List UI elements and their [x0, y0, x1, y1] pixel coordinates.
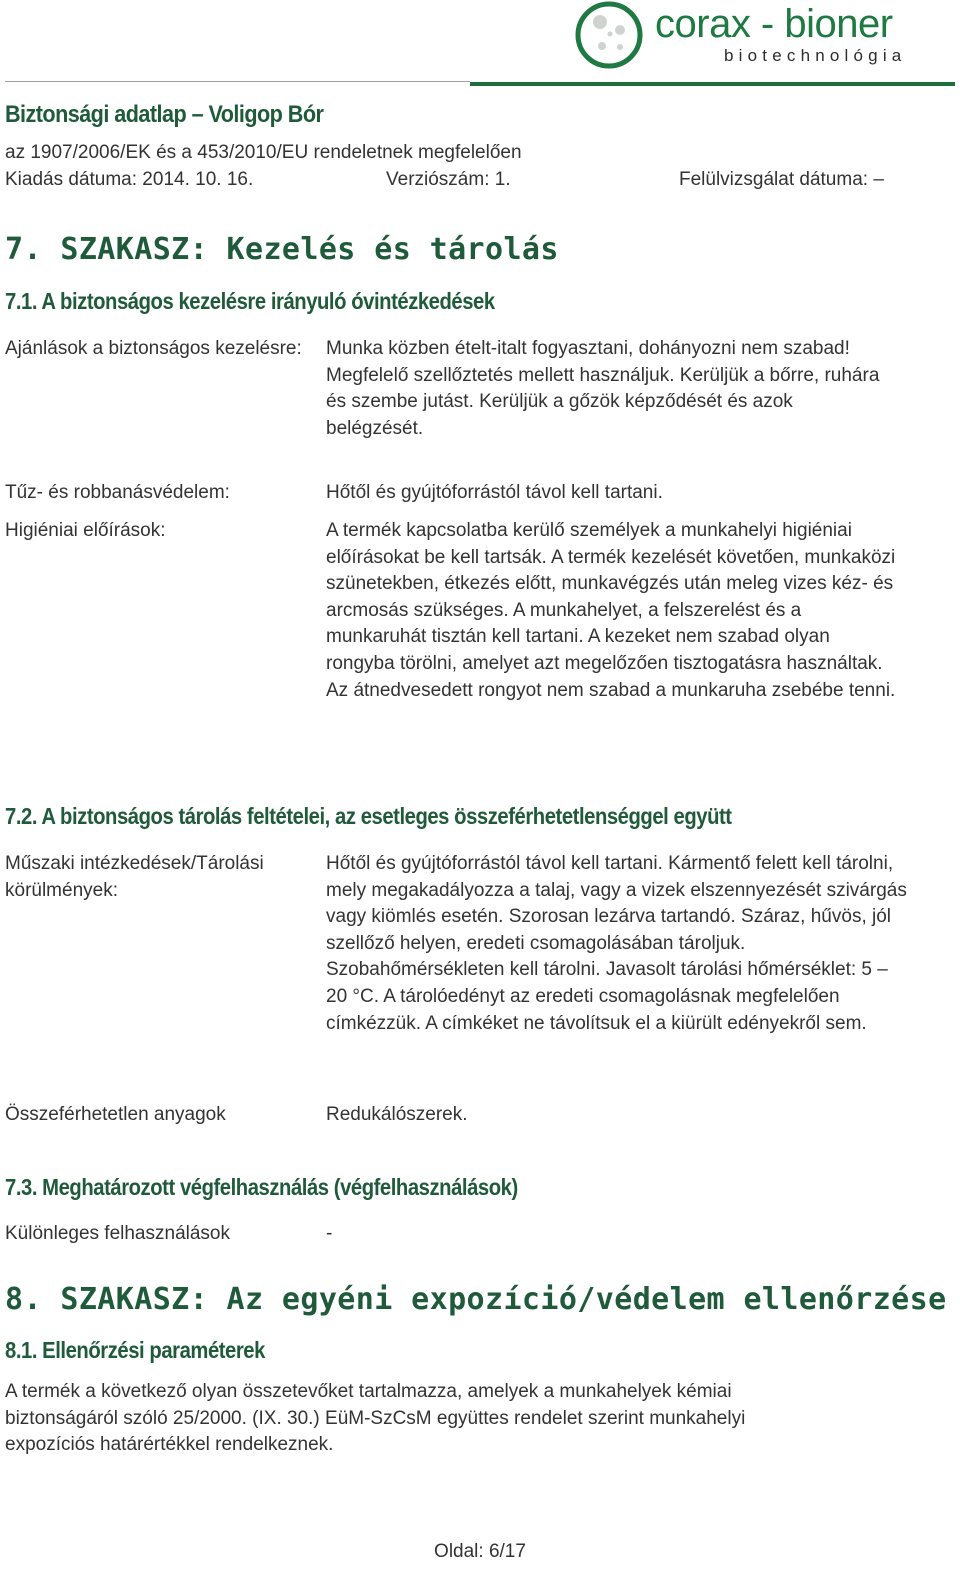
subsection-8-1-heading: 8.1. Ellenőrzési paraméterek	[5, 1337, 265, 1363]
page-number: Oldal: 6/17	[434, 1541, 526, 1562]
regulation-line: az 1907/2006/EK és a 453/2010/EU rendeletnek megfelelően	[5, 142, 522, 163]
subsection-7-3-heading: 7.3. Meghatározott végfelhasználás (végfelhasználások)	[5, 1174, 518, 1200]
control-parameters-text: A termék a következő olyan összetevőket tartalmazza, amelyek a munkahelyek kémiai biztonságáról szóló 25/2000. (IX. 30.) EüM-SzCsM együttes rendelet szerint munkahelyi expozíciós határértékkel rendelkeznek.	[5, 1381, 746, 1456]
handling-recommendations-label: Ajánlások a biztonságos kezelésre:	[5, 338, 302, 359]
document-title: Biztonsági adatlap – Voligop Bór	[5, 101, 324, 128]
handling-recommendations-text: Munka közben ételt-italt fogyasztani, dohányozni nem szabad! Megfelelő szellőztetés mellett használjuk. Kerüljük a bőrre, ruhára és szembe jutást. Kerüljük a gőzök képződését és azok belégzését.	[326, 338, 880, 439]
issue-date: Kiadás dátuma: 2014. 10. 16.	[5, 169, 254, 190]
logo-tagline: biotechnológia	[724, 46, 907, 65]
handling-recommendations-value	[326, 336, 886, 442]
logo-wordmark: corax - bioner	[655, 2, 893, 46]
header-divider-thin	[5, 81, 470, 82]
specific-uses-value: -	[326, 1223, 333, 1244]
incompatible-materials-label: Összeférhetetlen anyagok	[5, 1104, 226, 1125]
section-7-heading: 7. SZAKASZ: Kezelés és tárolás	[5, 232, 559, 267]
subsection-7-1-heading: 7.1. A biztonságos kezelésre irányuló óvintézkedések	[5, 288, 495, 314]
corax-bioner-logo-icon	[574, 0, 644, 70]
fire-protection-label: Tűz- és robbanásvédelem:	[5, 482, 230, 503]
storage-conditions-value: Hőtől és gyújtóforrástól távol kell tartani. Kármentő felett kell tárolni, mely megakadályozza a talaj, vagy a vizek elszennyezését szivárgás vagy kiömlés esetén. Szorosan lezárva tartandó. Száraz, hűvös, jól szellőző helyen, eredeti csomagolásában tároljuk. Szobahőmérsékleten kell tárolni. Javasolt tárolási hőmérséklet: 5 – 20 °C. A tárolóedényt az eredeti csomagolásnak megfelelően címkézzük. A címkéket ne távolítsuk el a kiürült edényekről sem.	[326, 853, 907, 1034]
version-number: Verziószám: 1.	[386, 169, 511, 190]
header-divider-thick	[470, 82, 955, 86]
incompatible-materials-value: Redukálószerek.	[326, 1104, 468, 1125]
revision-date: Felülvizsgálat dátuma: –	[679, 169, 884, 190]
subsection-7-2-heading: 7.2. A biztonságos tárolás feltételei, az esetleges összeférhetetlenséggel együtt	[5, 803, 732, 829]
hygiene-value: A termék kapcsolatba kerülő személyek a munkahelyi higiéniai előírásokat be kell tartsák. A termék kezelését követően, munkaközi szünetekben, étkezés előtt, munkavégzés után meleg vizes kéz- és arcmosás szükséges. A munkahelyet, a felszerelést és a munkaruhát tisztán kell tartani. A kezeket nem szabad olyan rongyba törölni, amelyet azt megelőzően tisztogatásra használtak. Az átnedvesedett rongyot nem szabad a munkaruha zsebébe tenni.	[326, 520, 896, 701]
fire-protection-value: Hőtől és gyújtóforrástól távol kell tartani.	[326, 482, 663, 503]
storage-conditions-label: Műszaki intézkedések/Tárolási körülmények:	[5, 853, 264, 901]
hygiene-label: Higiéniai előírások:	[5, 520, 166, 541]
specific-uses-label: Különleges felhasználások	[5, 1223, 230, 1244]
section-8-heading: 8. SZAKASZ: Az egyéni expozíció/védelem ellenőrzése	[5, 1282, 947, 1317]
